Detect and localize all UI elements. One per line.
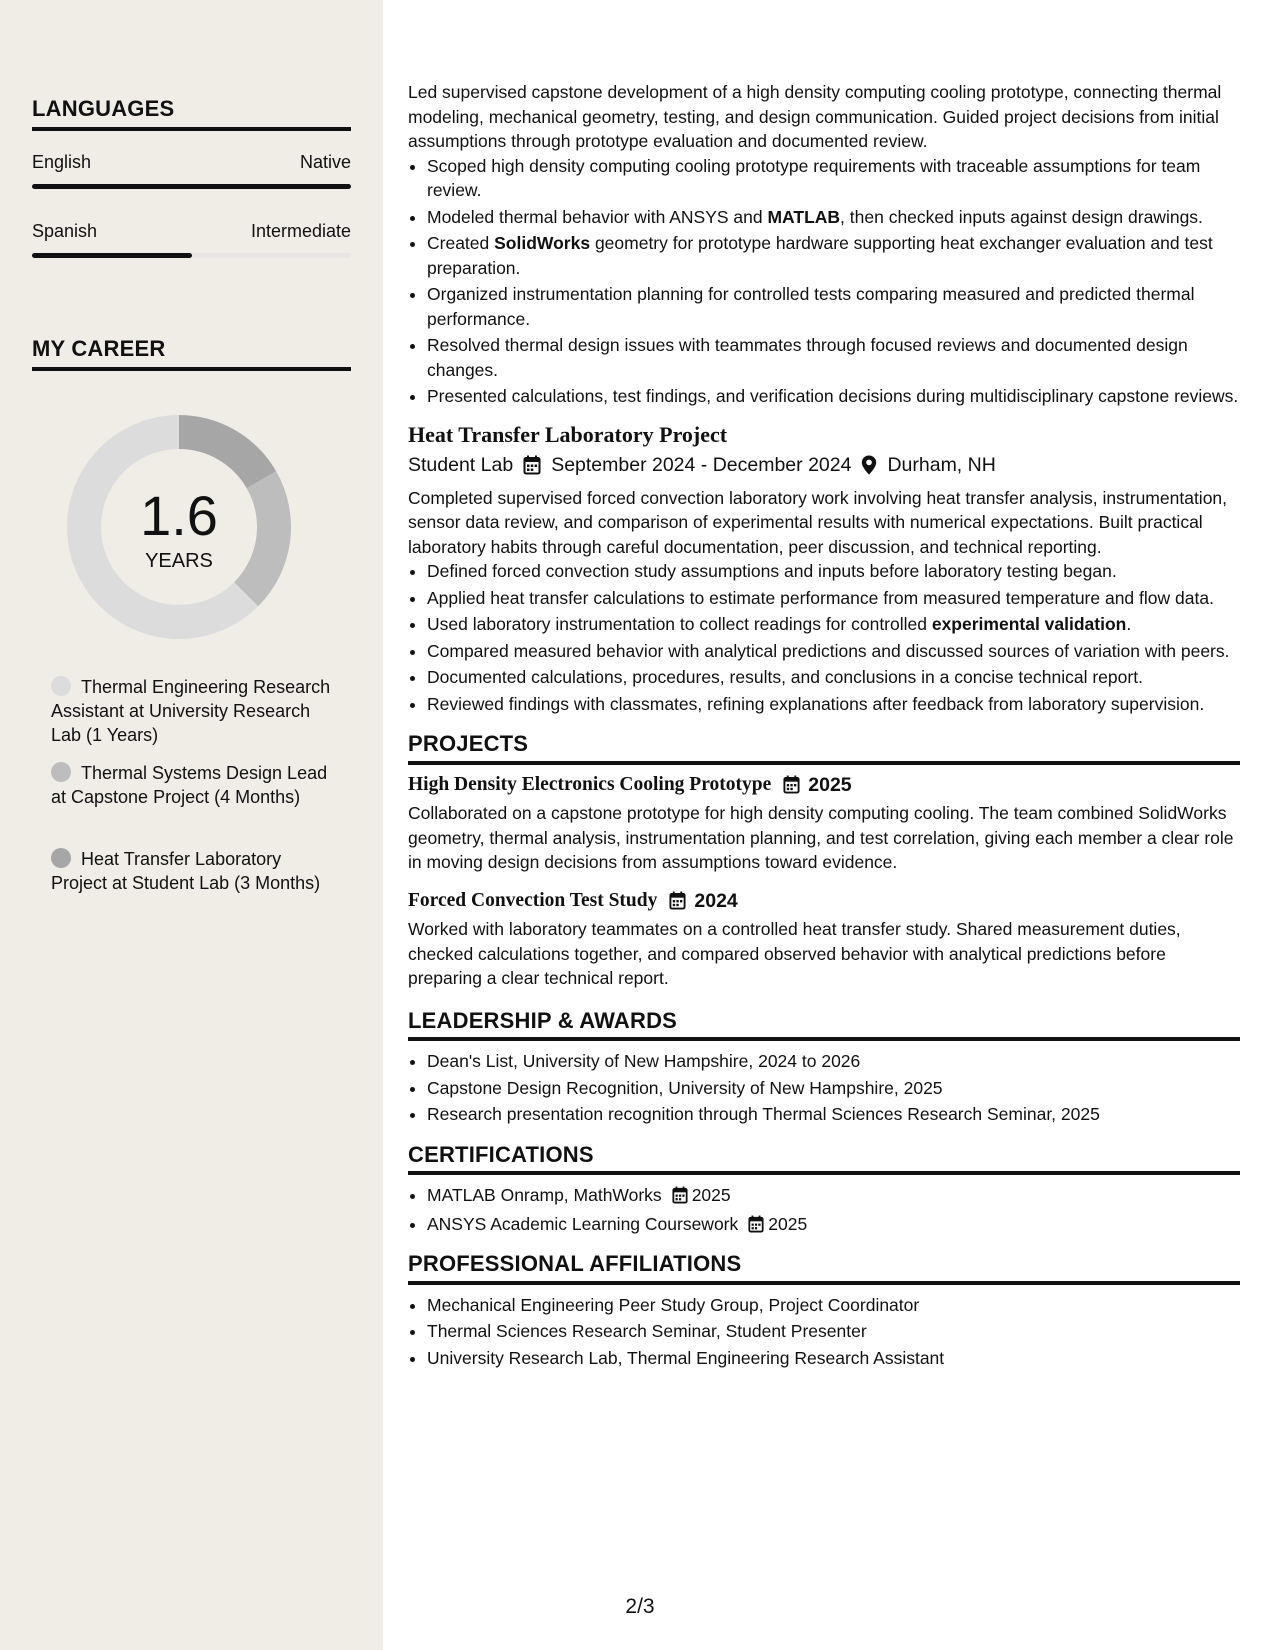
certification-name: • MATLAB Onramp, MathWorks	[427, 1185, 662, 1205]
bullet: • Used laboratory instrumentation to collect readings for controlled experimental validation.	[427, 612, 1240, 637]
project-year: 2025	[783, 773, 851, 798]
award-item: • Research presentation recognition through Thermal Sciences Research Seminar, 2025	[427, 1102, 1240, 1127]
affiliation-item: • Mechanical Engineering Peer Study Group, Project Coordinator	[427, 1293, 1240, 1318]
career-item-label: Thermal Engineering Research Assistant at University Research Lab (1 Years)	[51, 677, 331, 745]
affiliations-heading: PROFESSIONAL AFFILIATIONS	[408, 1252, 1240, 1285]
certifications-heading: CERTIFICATIONS	[408, 1143, 1240, 1176]
job-summary: Completed supervised forced convection laboratory work involving heat transfer analysis, instrumentation, sensor data review, and comparison of experimental results with numerical expectations. Built practical laboratory habits through careful documentation, peer discussion, and technical reporting.	[408, 487, 1228, 557]
language-name: English	[32, 152, 92, 172]
calendar-icon	[783, 775, 800, 794]
career-dot-icon	[51, 848, 71, 868]
languages-heading: LANGUAGES	[32, 96, 351, 131]
career-item	[51, 761, 331, 809]
job-dates: September 2024 - December 2024	[551, 454, 852, 476]
awards-heading: LEADERSHIP & AWARDS	[408, 1009, 1240, 1042]
bullet: • Presented calculations, test findings, and verification decisions during multidisciplinary capstone reviews.	[427, 384, 1240, 409]
job-bullets	[408, 154, 1240, 409]
career-item	[51, 675, 331, 747]
affiliations-list	[408, 1293, 1240, 1371]
affiliation-item: • University Research Lab, Thermal Engineering Research Assistant	[427, 1346, 1240, 1371]
job-meta	[408, 453, 1240, 478]
career-dot-icon	[51, 676, 71, 696]
career-item-label: Thermal Systems Design Lead at Capstone Project (4 Months)	[51, 763, 328, 807]
bullet: • Scoped high density computing cooling prototype requirements with traceable assumptions for team review.	[427, 154, 1240, 203]
career-dot-icon	[51, 762, 71, 782]
language-name: Spanish	[32, 221, 98, 241]
career-item-label: Heat Transfer Laboratory Project at Student Lab (3 Months)	[51, 849, 321, 893]
award-item: • Dean's List, University of New Hampshire, 2024 to 2026	[427, 1049, 1240, 1074]
career-donut	[66, 414, 292, 640]
language-level: Native	[299, 152, 351, 172]
career-unit: YEARS	[145, 550, 213, 572]
job-bullets	[408, 559, 1240, 716]
career-heading: MY CAREER	[32, 336, 351, 371]
bullet: • Reviewed findings with classmates, refining explanations after feedback from laboratory supervision.	[427, 692, 1240, 717]
job-title: Heat Transfer Laboratory Project	[408, 421, 728, 447]
career-total: 1.6	[140, 484, 218, 547]
sidebar	[0, 0, 383, 1650]
calendar-icon	[672, 1186, 688, 1204]
project-description: Collaborated on a capstone prototype for high density computing cooling. The team combined SolidWorks geometry, thermal analysis, instrumentation planning, and test correlation, giving each member a clear role in moving design decisions from assumptions toward evidence.	[408, 803, 1234, 872]
project-description: Worked with laboratory teammates on a controlled heat transfer study. Shared measurement duties, checked calculations together, and compared observed behavior with analytical predictions before preparing a clear technical report.	[408, 919, 1181, 988]
certification-year: 2025	[672, 1183, 731, 1208]
certification-item	[427, 1212, 1240, 1237]
job-intro: Led supervised capstone development of a high density computing cooling prototype, connecting thermal modeling, mechanical geometry, testing, and design communication. Guided project decisions from initial assumptions through prototype evaluation and documented review.	[408, 82, 1222, 151]
main-column	[408, 80, 1240, 1372]
language-english	[32, 152, 351, 173]
awards-list	[408, 1049, 1240, 1127]
bullet: • Applied heat transfer calculations to estimate performance from measured temperature and flow data.	[427, 586, 1240, 611]
project-year: 2024	[669, 889, 737, 914]
job-location: Durham, NH	[887, 454, 996, 476]
language-spanish	[32, 221, 351, 242]
affiliation-item: • Thermal Sciences Research Seminar, Student Presenter	[427, 1319, 1240, 1344]
bullet: • Modeled thermal behavior with ANSYS and MATLAB, then checked inputs against design drawings.	[427, 205, 1240, 230]
language-bar-english	[32, 184, 351, 189]
certification-item	[427, 1183, 1240, 1208]
language-bar-fill	[32, 184, 351, 189]
certification-name: • ANSYS Academic Learning Coursework	[427, 1213, 739, 1234]
language-bar-fill	[32, 253, 192, 258]
career-item	[51, 847, 331, 895]
bullet: • Compared measured behavior with analytical predictions and discussed sources of variation with peers.	[427, 639, 1240, 664]
project-name: High Density Electronics Cooling Prototype	[408, 773, 772, 795]
location-pin-icon	[861, 455, 877, 475]
project-name: Forced Convection Test Study	[408, 889, 658, 911]
language-level: Intermediate	[250, 221, 351, 241]
bullet: • Defined forced convection study assumptions and inputs before laboratory testing began.	[427, 559, 1240, 584]
bullet: • Documented calculations, procedures, results, and conclusions in a concise technical report.	[427, 665, 1240, 690]
job-company: Student Lab	[408, 454, 514, 476]
language-bar-spanish	[32, 253, 351, 258]
certification-year: 2025	[748, 1212, 807, 1237]
bullet: • Organized instrumentation planning for controlled tests comparing measured and predicted thermal performance.	[427, 282, 1240, 331]
certifications-list	[408, 1183, 1240, 1236]
project-title	[408, 889, 1240, 914]
donut-segment-3	[179, 415, 276, 488]
project-title	[408, 773, 1240, 798]
projects-heading: PROJECTS	[408, 732, 1240, 765]
bullet: • Resolved thermal design issues with teammates through focused reviews and documented design changes.	[427, 333, 1240, 382]
calendar-icon	[669, 891, 686, 910]
award-item: • Capstone Design Recognition, University of New Hampshire, 2025	[427, 1076, 1240, 1101]
page-number: 2/3	[625, 1595, 655, 1618]
calendar-icon	[523, 455, 541, 475]
calendar-icon	[748, 1215, 764, 1233]
bullet: • Created SolidWorks geometry for prototype hardware supporting heat exchanger evaluation and test preparation.	[427, 231, 1240, 280]
